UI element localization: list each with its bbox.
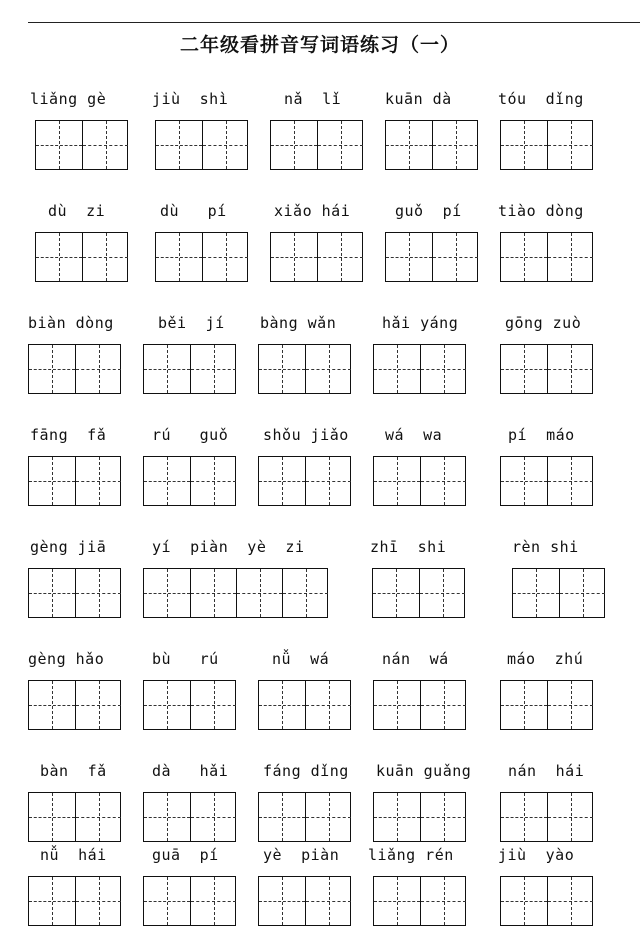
character-cell[interactable] bbox=[144, 457, 190, 505]
writing-grid[interactable] bbox=[258, 876, 351, 926]
character-cell[interactable] bbox=[75, 345, 121, 393]
writing-grid[interactable] bbox=[143, 792, 236, 842]
pinyin-label: jiù shì bbox=[152, 90, 229, 108]
character-cell[interactable] bbox=[420, 457, 466, 505]
character-cell[interactable] bbox=[317, 121, 363, 169]
writing-grid[interactable] bbox=[258, 792, 351, 842]
character-cell[interactable] bbox=[547, 121, 593, 169]
character-cell[interactable] bbox=[501, 877, 547, 925]
pinyin-label: nǚ wá bbox=[272, 650, 330, 668]
writing-grid[interactable] bbox=[155, 120, 248, 170]
pinyin-label: zhī shi bbox=[370, 538, 447, 556]
character-cell[interactable] bbox=[75, 457, 121, 505]
pinyin-label: běi jí bbox=[158, 314, 225, 332]
character-cell[interactable] bbox=[374, 345, 420, 393]
character-cell[interactable] bbox=[259, 877, 305, 925]
character-cell[interactable] bbox=[374, 793, 420, 841]
writing-grid[interactable] bbox=[373, 456, 466, 506]
character-cell[interactable] bbox=[547, 681, 593, 729]
character-cell[interactable] bbox=[29, 681, 75, 729]
writing-grid[interactable] bbox=[500, 456, 593, 506]
writing-grid[interactable] bbox=[500, 120, 593, 170]
pinyin-label: pí máo bbox=[508, 426, 575, 444]
page-title: 二年级看拼音写词语练习（一） bbox=[179, 34, 460, 56]
character-cell[interactable] bbox=[501, 457, 547, 505]
pinyin-label: liǎng gè bbox=[30, 90, 107, 108]
character-cell[interactable] bbox=[29, 457, 75, 505]
top-rule bbox=[28, 22, 640, 23]
writing-grid[interactable] bbox=[28, 456, 121, 506]
character-cell[interactable] bbox=[501, 121, 547, 169]
character-cell[interactable] bbox=[190, 569, 236, 617]
pinyin-label: dà hǎi bbox=[152, 762, 229, 780]
character-cell[interactable] bbox=[36, 121, 82, 169]
character-cell[interactable] bbox=[420, 345, 466, 393]
writing-grid[interactable] bbox=[373, 680, 466, 730]
pinyin-label: yí piàn yè zi bbox=[152, 538, 305, 556]
character-cell[interactable] bbox=[305, 681, 351, 729]
character-cell[interactable] bbox=[305, 793, 351, 841]
pinyin-label: nǎ lǐ bbox=[284, 90, 342, 108]
writing-grid[interactable] bbox=[35, 232, 128, 282]
character-cell[interactable] bbox=[432, 121, 478, 169]
character-cell[interactable] bbox=[271, 233, 317, 281]
character-cell[interactable] bbox=[202, 121, 248, 169]
character-cell[interactable] bbox=[29, 793, 75, 841]
character-cell[interactable] bbox=[259, 793, 305, 841]
character-cell[interactable] bbox=[190, 457, 236, 505]
writing-grid[interactable] bbox=[372, 568, 465, 618]
character-cell[interactable] bbox=[374, 457, 420, 505]
character-cell[interactable] bbox=[75, 877, 121, 925]
character-cell[interactable] bbox=[259, 681, 305, 729]
writing-grid[interactable] bbox=[155, 232, 248, 282]
pinyin-label: gèng hǎo bbox=[28, 650, 105, 668]
writing-grid[interactable] bbox=[143, 344, 236, 394]
writing-grid[interactable] bbox=[270, 120, 363, 170]
writing-grid[interactable] bbox=[28, 876, 121, 926]
character-cell[interactable] bbox=[82, 233, 128, 281]
pinyin-label: nán hái bbox=[508, 762, 585, 780]
character-cell[interactable] bbox=[29, 569, 75, 617]
writing-grid[interactable] bbox=[258, 680, 351, 730]
writing-grid[interactable] bbox=[373, 344, 466, 394]
pinyin-label: kuān guǎng bbox=[376, 762, 472, 780]
writing-grid[interactable] bbox=[512, 568, 605, 618]
writing-grid[interactable] bbox=[373, 792, 466, 842]
character-cell[interactable] bbox=[386, 233, 432, 281]
character-cell[interactable] bbox=[190, 681, 236, 729]
character-cell[interactable] bbox=[501, 793, 547, 841]
writing-grid[interactable] bbox=[500, 876, 593, 926]
character-cell[interactable] bbox=[420, 681, 466, 729]
pinyin-label: rèn shi bbox=[512, 538, 579, 556]
pinyin-label: nǚ hái bbox=[40, 846, 107, 864]
writing-grid[interactable] bbox=[143, 456, 236, 506]
pinyin-label: nán wá bbox=[382, 650, 449, 668]
writing-grid[interactable] bbox=[373, 876, 466, 926]
character-cell[interactable] bbox=[547, 345, 593, 393]
character-cell[interactable] bbox=[386, 121, 432, 169]
writing-grid[interactable] bbox=[258, 456, 351, 506]
pinyin-label: dù zi bbox=[48, 202, 106, 220]
pinyin-label: rú guǒ bbox=[152, 426, 229, 444]
pinyin-label: xiǎo hái bbox=[274, 202, 351, 220]
writing-grid[interactable] bbox=[500, 344, 593, 394]
writing-grid[interactable] bbox=[500, 792, 593, 842]
character-cell[interactable] bbox=[75, 681, 121, 729]
writing-grid[interactable] bbox=[143, 680, 236, 730]
character-cell[interactable] bbox=[501, 681, 547, 729]
writing-grid[interactable] bbox=[143, 876, 236, 926]
character-cell[interactable] bbox=[144, 793, 190, 841]
writing-grid[interactable] bbox=[258, 344, 351, 394]
pinyin-label: liǎng rén bbox=[368, 846, 454, 864]
character-cell[interactable] bbox=[144, 681, 190, 729]
pinyin-label: bù rú bbox=[152, 650, 219, 668]
character-cell[interactable] bbox=[547, 457, 593, 505]
character-cell[interactable] bbox=[202, 233, 248, 281]
character-cell[interactable] bbox=[547, 233, 593, 281]
pinyin-label: fáng dǐng bbox=[263, 762, 349, 780]
character-cell[interactable] bbox=[420, 793, 466, 841]
character-cell[interactable] bbox=[29, 877, 75, 925]
character-cell[interactable] bbox=[305, 877, 351, 925]
pinyin-label: guǒ pí bbox=[395, 202, 462, 220]
pinyin-label: biàn dòng bbox=[28, 314, 114, 332]
writing-grid[interactable] bbox=[385, 120, 478, 170]
character-cell[interactable] bbox=[259, 457, 305, 505]
pinyin-label: bàn fǎ bbox=[40, 762, 107, 780]
character-cell[interactable] bbox=[419, 569, 465, 617]
writing-grid[interactable] bbox=[28, 344, 121, 394]
pinyin-label: bàng wǎn bbox=[260, 314, 337, 332]
pinyin-label: hǎi yáng bbox=[382, 314, 459, 332]
pinyin-label: fāng fǎ bbox=[30, 426, 107, 444]
character-cell[interactable] bbox=[82, 121, 128, 169]
character-cell[interactable] bbox=[144, 877, 190, 925]
pinyin-label: jiù yào bbox=[498, 846, 575, 864]
character-cell[interactable] bbox=[75, 793, 121, 841]
character-cell[interactable] bbox=[374, 681, 420, 729]
character-cell[interactable] bbox=[305, 457, 351, 505]
character-cell[interactable] bbox=[271, 121, 317, 169]
writing-grid[interactable] bbox=[500, 232, 593, 282]
pinyin-label: gèng jiā bbox=[30, 538, 107, 556]
pinyin-label: kuān dà bbox=[385, 90, 452, 108]
pinyin-label: yè piàn bbox=[263, 846, 340, 864]
character-cell[interactable] bbox=[36, 233, 82, 281]
pinyin-label: máo zhú bbox=[507, 650, 584, 668]
character-cell[interactable] bbox=[374, 877, 420, 925]
writing-grid[interactable] bbox=[35, 120, 128, 170]
pinyin-label: dù pí bbox=[160, 202, 227, 220]
writing-grid[interactable] bbox=[385, 232, 478, 282]
pinyin-label: gōng zuò bbox=[505, 314, 582, 332]
character-cell[interactable] bbox=[156, 121, 202, 169]
character-cell[interactable] bbox=[29, 345, 75, 393]
character-cell[interactable] bbox=[259, 345, 305, 393]
writing-grid[interactable] bbox=[143, 568, 328, 618]
character-cell[interactable] bbox=[373, 569, 419, 617]
character-cell[interactable] bbox=[501, 345, 547, 393]
character-cell[interactable] bbox=[190, 793, 236, 841]
character-cell[interactable] bbox=[144, 569, 190, 617]
pinyin-label: guā pí bbox=[152, 846, 219, 864]
character-cell[interactable] bbox=[317, 233, 363, 281]
pinyin-label: tóu dǐng bbox=[498, 90, 584, 108]
character-cell[interactable] bbox=[305, 345, 351, 393]
writing-grid[interactable] bbox=[500, 680, 593, 730]
character-cell[interactable] bbox=[420, 877, 466, 925]
character-cell[interactable] bbox=[190, 877, 236, 925]
writing-grid[interactable] bbox=[28, 568, 121, 618]
character-cell[interactable] bbox=[501, 233, 547, 281]
character-cell[interactable] bbox=[559, 569, 605, 617]
character-cell[interactable] bbox=[547, 793, 593, 841]
character-cell[interactable] bbox=[190, 345, 236, 393]
character-cell[interactable] bbox=[432, 233, 478, 281]
writing-grid[interactable] bbox=[28, 680, 121, 730]
character-cell[interactable] bbox=[236, 569, 282, 617]
character-cell[interactable] bbox=[547, 877, 593, 925]
pinyin-label: wá wa bbox=[385, 426, 443, 444]
character-cell[interactable] bbox=[75, 569, 121, 617]
character-cell[interactable] bbox=[513, 569, 559, 617]
pinyin-label: shǒu jiǎo bbox=[263, 426, 349, 444]
writing-grid[interactable] bbox=[28, 792, 121, 842]
pinyin-label: tiào dòng bbox=[498, 202, 584, 220]
character-cell[interactable] bbox=[156, 233, 202, 281]
character-cell[interactable] bbox=[144, 345, 190, 393]
writing-grid[interactable] bbox=[270, 232, 363, 282]
character-cell[interactable] bbox=[282, 569, 328, 617]
